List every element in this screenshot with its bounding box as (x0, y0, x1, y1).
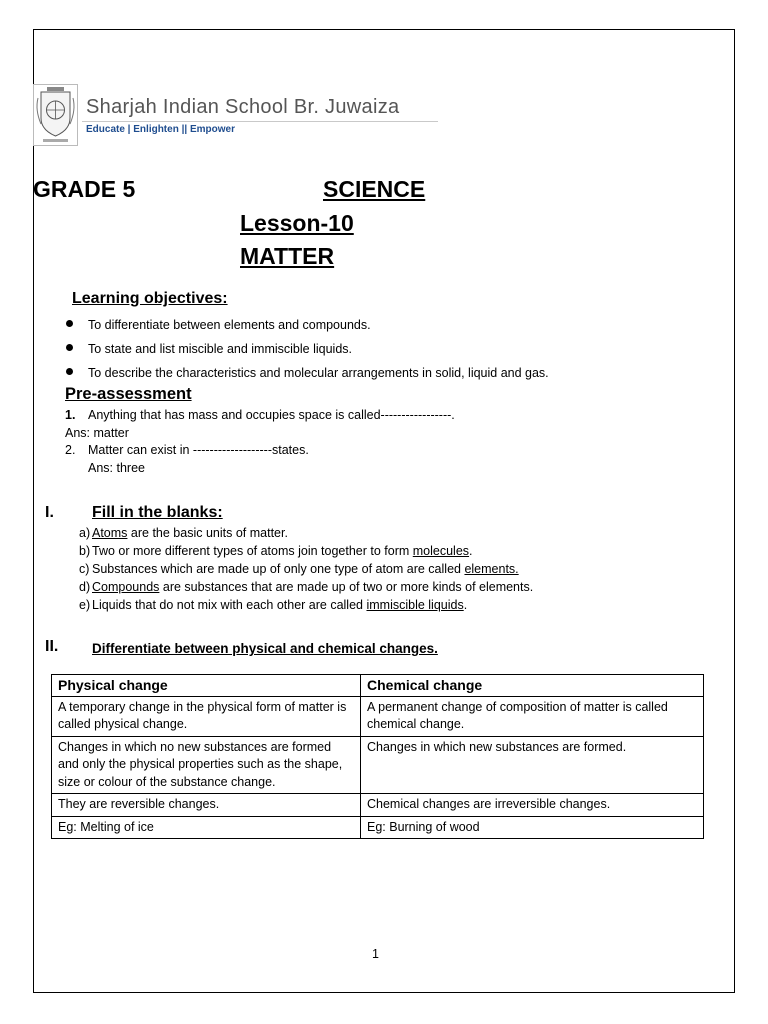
pre-assessment-heading: Pre-assessment (65, 385, 192, 403)
item-text-after: . (469, 544, 473, 558)
table-cell: Chemical changes are irreversible changes. (361, 794, 704, 817)
question-text: Anything that has mass and occupies space is called-----------------. (88, 408, 455, 422)
item-text-after: . (463, 598, 468, 612)
question-number: 2. (65, 443, 76, 457)
answer-text: molecules (412, 544, 470, 558)
fill-blanks-heading: Fill in the blanks: (92, 504, 223, 521)
school-tagline: Educate | Enlighten || Empower (86, 124, 235, 135)
section-numeral: II. (45, 638, 59, 655)
comparison-table (51, 674, 704, 839)
question-number: 1. (65, 408, 76, 422)
table-row (52, 696, 704, 736)
table-cell: Eg: Melting of ice (52, 816, 361, 839)
objective-item: To differentiate between elements and compounds. (88, 318, 371, 332)
table-row (52, 794, 704, 817)
fill-blank-item (79, 544, 473, 558)
table-header-row (52, 675, 704, 697)
bullet-icon (66, 344, 73, 351)
item-label: d) (79, 580, 91, 594)
item-text-before: Substances which are made up of only one type of atom are called (92, 562, 465, 576)
grade-title: GRADE 5 (33, 176, 136, 202)
fill-blank-item (79, 598, 467, 612)
page-number: 1 (372, 947, 379, 961)
school-logo (33, 84, 78, 146)
item-label: e) (79, 598, 91, 612)
fill-blank-item (79, 526, 288, 540)
item-text-after: are substances that are made up of two or more kinds of elements. (159, 580, 534, 594)
school-name: Sharjah Indian School Br. Juwaiza (86, 96, 400, 118)
table-cell: A permanent change of composition of matter is called chemical change. (361, 696, 704, 736)
answer-text: Ans: matter (65, 426, 129, 440)
item-text-before: Liquids that do not mix with each other are called (92, 598, 367, 612)
objective-item: To state and list miscible and immiscible liquids. (88, 342, 352, 356)
column-header: Chemical change (361, 675, 704, 697)
table-cell: Changes in which no new substances are formed and only the physical properties such as the shape, size or colour of the substance change. (52, 736, 361, 794)
item-label: b) (79, 544, 91, 558)
table-cell: A temporary change in the physical form of matter is called physical change. (52, 696, 361, 736)
bullet-icon (66, 320, 73, 327)
column-header: Physical change (52, 675, 361, 697)
objectives-heading: Learning objectives: (72, 290, 228, 307)
fill-blank-item (79, 580, 533, 594)
objective-item: To describe the characteristics and molecular arrangements in solid, liquid and gas. (88, 366, 549, 380)
answer-text: Atoms (92, 526, 128, 540)
question-text: Matter can exist in -------------------states. (88, 443, 309, 457)
table-row (52, 816, 704, 839)
subject-title: SCIENCE (323, 176, 426, 202)
item-label: a) (79, 526, 91, 540)
item-text-before: Two or more different types of atoms join together to form (92, 544, 413, 558)
section-numeral: I. (45, 504, 54, 521)
table-row (52, 736, 704, 794)
answer-text: elements. (464, 562, 519, 576)
fill-blank-item (79, 562, 519, 576)
item-text-after: are the basic units of matter. (127, 526, 288, 540)
answer-text: Ans: three (88, 461, 145, 475)
bullet-icon (66, 368, 73, 375)
header-divider (82, 121, 438, 122)
table-cell: Changes in which new substances are formed. (361, 736, 704, 794)
lesson-title: Lesson-10 (240, 210, 354, 236)
table-cell: They are reversible changes. (52, 794, 361, 817)
answer-text: Compounds (92, 580, 160, 594)
item-label: c) (79, 562, 90, 576)
differentiate-heading: Differentiate between physical and chemical changes. (92, 641, 438, 656)
topic-title: MATTER (240, 243, 335, 269)
answer-text: immiscible liquids (366, 598, 464, 612)
table-cell: Eg: Burning of wood (361, 816, 704, 839)
